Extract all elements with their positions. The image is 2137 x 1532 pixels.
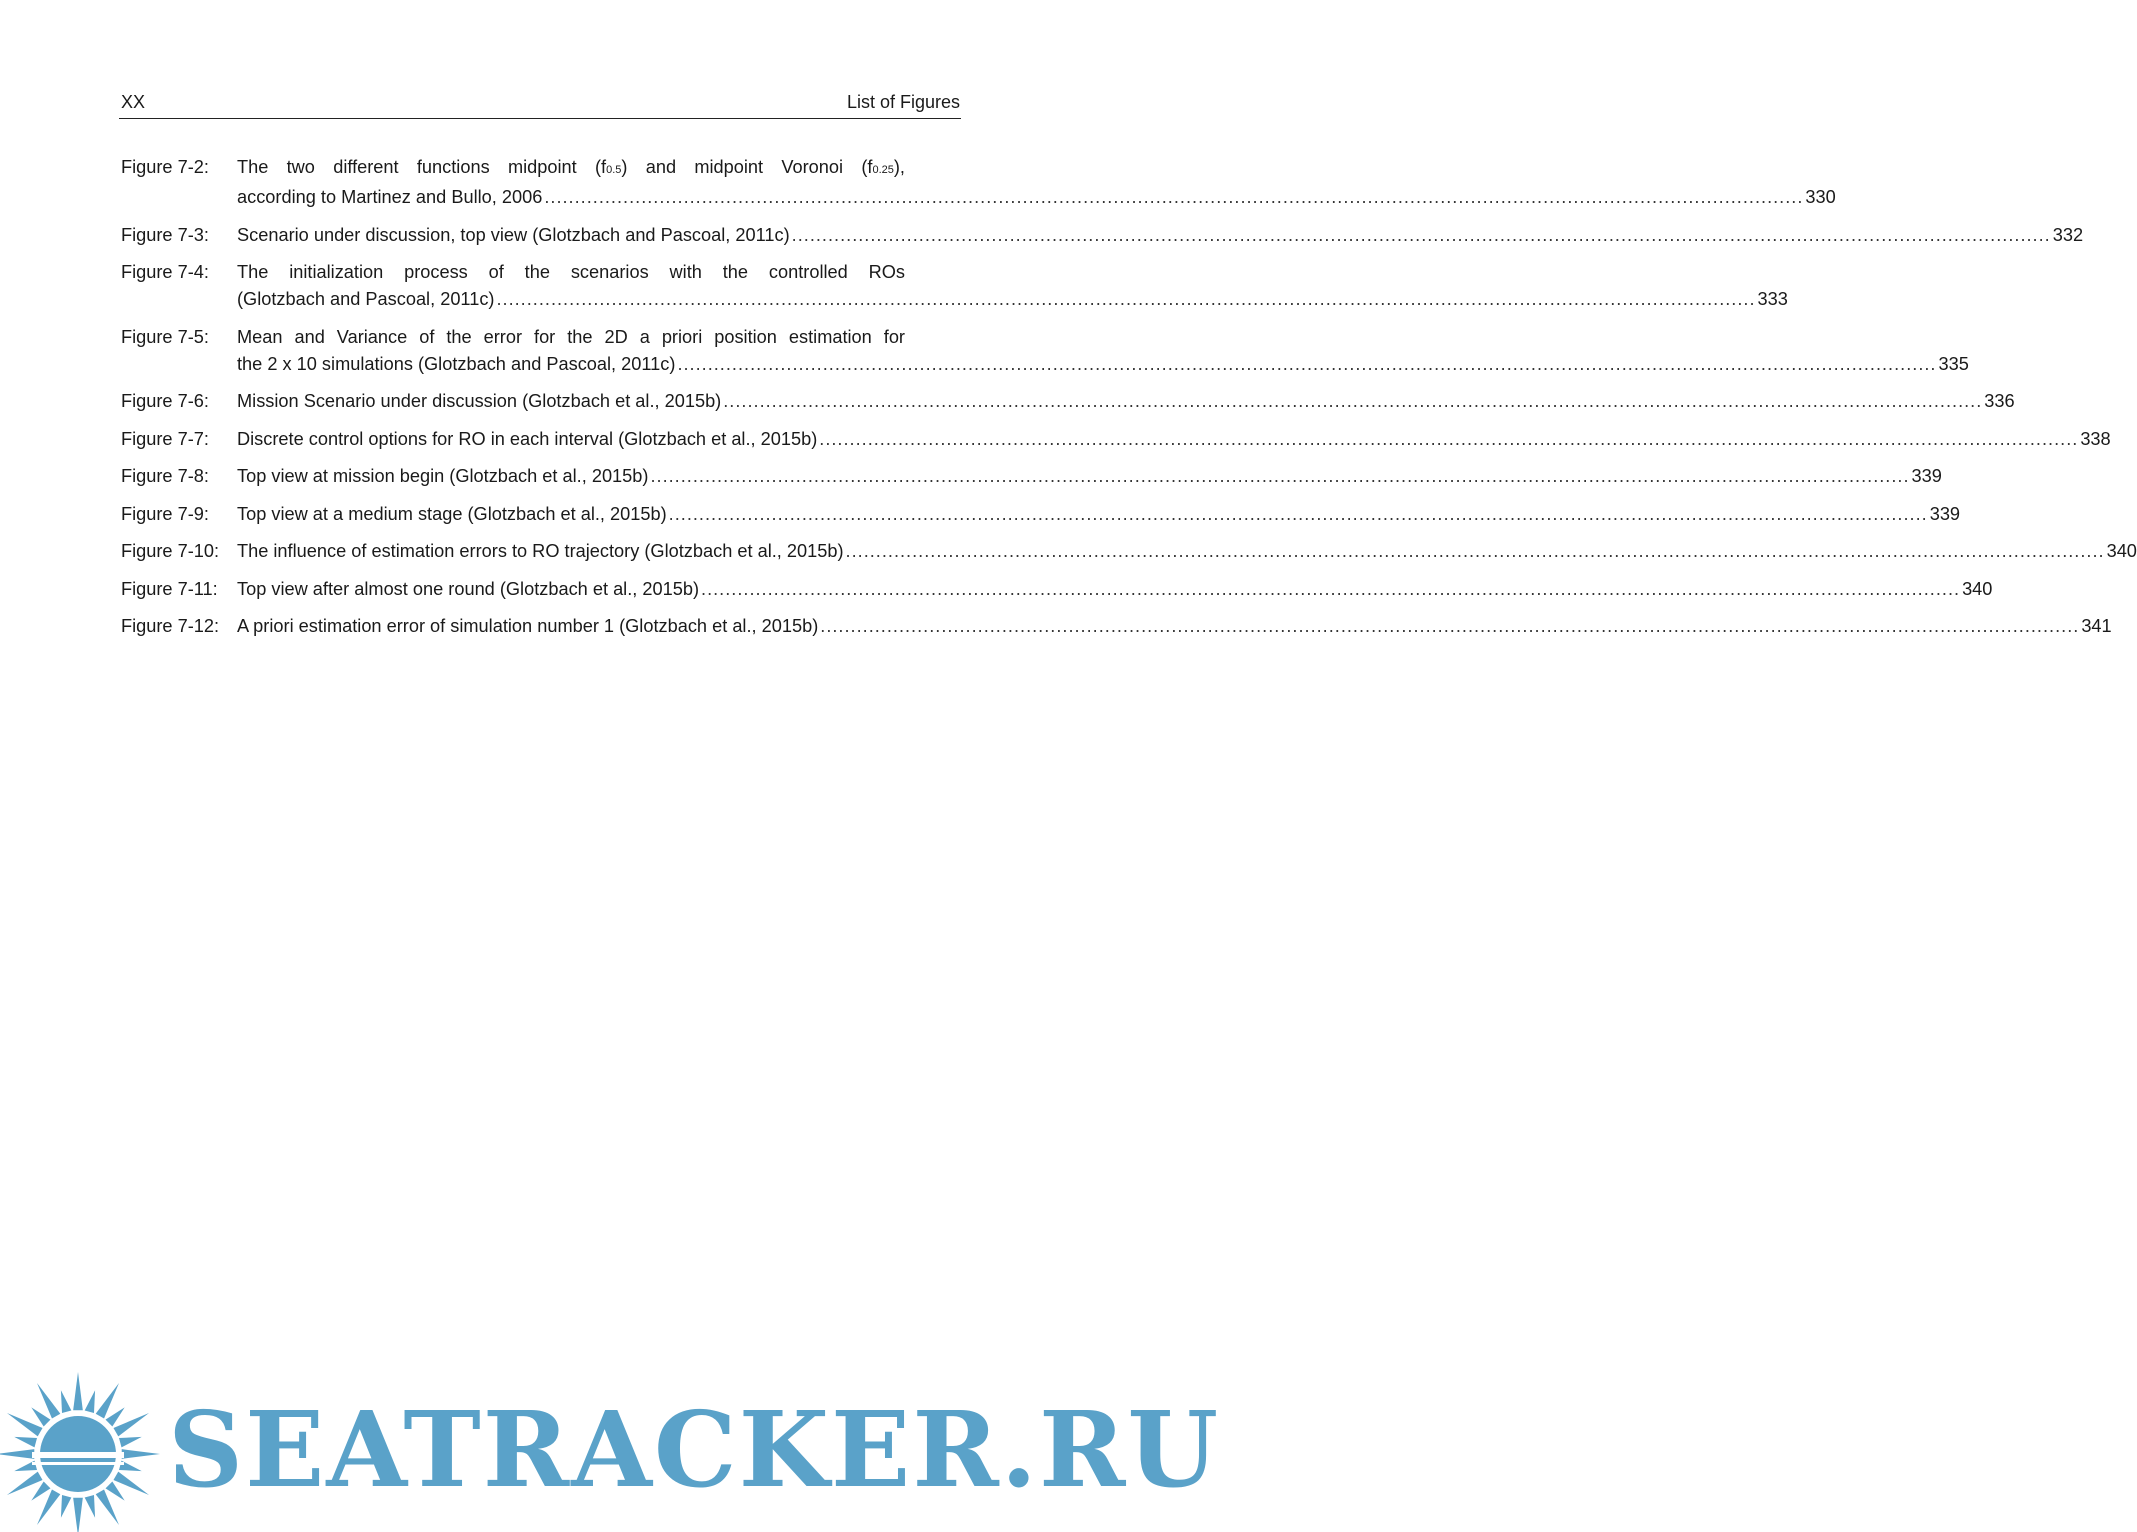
sun-ray xyxy=(31,1482,50,1501)
page-ref: 336 xyxy=(1984,391,2015,411)
sun-icon xyxy=(0,1372,160,1532)
page-number: XX xyxy=(121,92,146,112)
page-header xyxy=(119,90,961,119)
dot-leader xyxy=(677,351,1936,378)
sun-ray xyxy=(7,1472,43,1495)
sun-ray xyxy=(73,1372,83,1410)
page-ref: 341 xyxy=(2081,616,2112,636)
sun-ray xyxy=(96,1383,119,1419)
sun-ray xyxy=(85,1390,95,1413)
dot-leader xyxy=(819,426,2078,453)
page-ref: 330 xyxy=(1805,187,1836,207)
figure-number: Figure 7-2: xyxy=(121,157,209,177)
sun-ray xyxy=(106,1482,125,1501)
figure-number: Figure 7-6: xyxy=(121,391,209,411)
page-ref: 340 xyxy=(2106,541,2137,561)
entry-title-line: The two different functions midpoint (f0.5) and midpoint Voronoi (f0.25), xyxy=(237,157,905,177)
page-ref: 332 xyxy=(2052,224,2084,245)
figure-number: Figure 7-12: xyxy=(121,616,220,636)
toc-entry[interactable] xyxy=(121,388,2015,415)
sun-ray xyxy=(0,1449,34,1459)
dot-leader xyxy=(723,388,1982,415)
toc-entry[interactable] xyxy=(121,259,1788,313)
dot-leader xyxy=(496,286,1755,313)
sun-ray xyxy=(113,1472,149,1495)
dot-leader xyxy=(846,538,2105,565)
sun-ray xyxy=(37,1383,60,1419)
page-ref: 338 xyxy=(2080,428,2111,449)
sun-ray xyxy=(106,1407,125,1426)
sun-ray xyxy=(73,1498,83,1532)
page-ref: 339 xyxy=(1911,466,1942,486)
list-of-figures xyxy=(121,154,2137,651)
dot-leader xyxy=(650,463,1909,490)
page-ref: 335 xyxy=(1938,353,1969,374)
sun-ray xyxy=(37,1489,60,1525)
toc-entry[interactable] xyxy=(121,613,2112,640)
sun-ray xyxy=(96,1489,119,1525)
toc-entry[interactable] xyxy=(121,501,1961,528)
toc-entry[interactable] xyxy=(121,154,1836,211)
dot-leader xyxy=(701,576,1960,603)
figure-number: Figure 7-3: xyxy=(121,224,209,245)
figure-number: Figure 7-5: xyxy=(121,326,209,347)
entry-title: (Glotzbach and Pascoal, 2011c) xyxy=(237,289,495,309)
figure-number: Figure 7-8: xyxy=(121,466,209,486)
dot-leader xyxy=(792,222,2051,249)
figure-number: Figure 7-4: xyxy=(121,262,209,282)
page-ref: 340 xyxy=(1962,578,1993,599)
sun-ray xyxy=(85,1495,95,1518)
entry-title: Scenario under discussion, top view (Glotzbach and Pascoal, 2011c) xyxy=(237,224,790,245)
sun-ray xyxy=(7,1413,43,1436)
sun-ray xyxy=(14,1437,37,1447)
toc-entry[interactable] xyxy=(121,463,1942,490)
entry-title: the 2 x 10 simulations (Glotzbach and Pascoal, 2011c) xyxy=(237,353,676,374)
entry-title: Discrete control options for RO in each interval (Glotzbach et al., 2015b) xyxy=(237,428,818,449)
entry-title: Top view after almost one round (Glotzbach et al., 2015b) xyxy=(237,578,700,599)
figure-number: Figure 7-10: xyxy=(121,541,220,561)
figure-number: Figure 7-9: xyxy=(121,503,209,524)
watermark-text: SEATRACKER.RU xyxy=(168,1388,1221,1511)
entry-title: The influence of estimation errors to RO trajectory (Glotzbach et al., 2015b) xyxy=(237,541,844,561)
toc-entry[interactable] xyxy=(121,426,2111,453)
toc-entry[interactable] xyxy=(121,538,2137,565)
dot-leader xyxy=(820,613,2079,640)
sun-ray xyxy=(61,1495,71,1518)
sun-ray xyxy=(113,1413,149,1436)
sun-ray xyxy=(119,1437,142,1447)
page-ref: 339 xyxy=(1929,503,1961,524)
entry-title: A priori estimation error of simulation number 1 (Glotzbach et al., 2015b) xyxy=(237,616,819,636)
entry-title-line: Mean and Variance of the error for the 2D a priori position estimation for xyxy=(237,326,905,347)
sun-ray xyxy=(31,1407,50,1426)
entry-title: Mission Scenario under discussion (Glotzbach et al., 2015b) xyxy=(237,391,722,411)
toc-entry[interactable] xyxy=(121,222,2084,249)
running-title: List of Figures xyxy=(846,92,960,112)
figure-number: Figure 7-11: xyxy=(121,578,218,599)
entry-title: Top view at mission begin (Glotzbach et al., 2015b) xyxy=(237,466,649,486)
entry-title: Top view at a medium stage (Glotzbach et al., 2015b) xyxy=(237,503,667,524)
figure-number: Figure 7-7: xyxy=(121,428,209,449)
page-ref: 333 xyxy=(1757,289,1788,309)
sun-ray xyxy=(122,1449,160,1459)
toc-entry[interactable] xyxy=(121,324,1969,378)
dot-leader xyxy=(544,184,1803,211)
entry-title: according to Martinez and Bullo, 2006 xyxy=(237,187,543,207)
entry-title-line: The initialization process of the scenarios with the controlled ROs xyxy=(237,262,905,282)
toc-entry[interactable] xyxy=(121,576,1993,603)
dot-leader xyxy=(669,501,1928,528)
sun-ray xyxy=(61,1390,71,1413)
